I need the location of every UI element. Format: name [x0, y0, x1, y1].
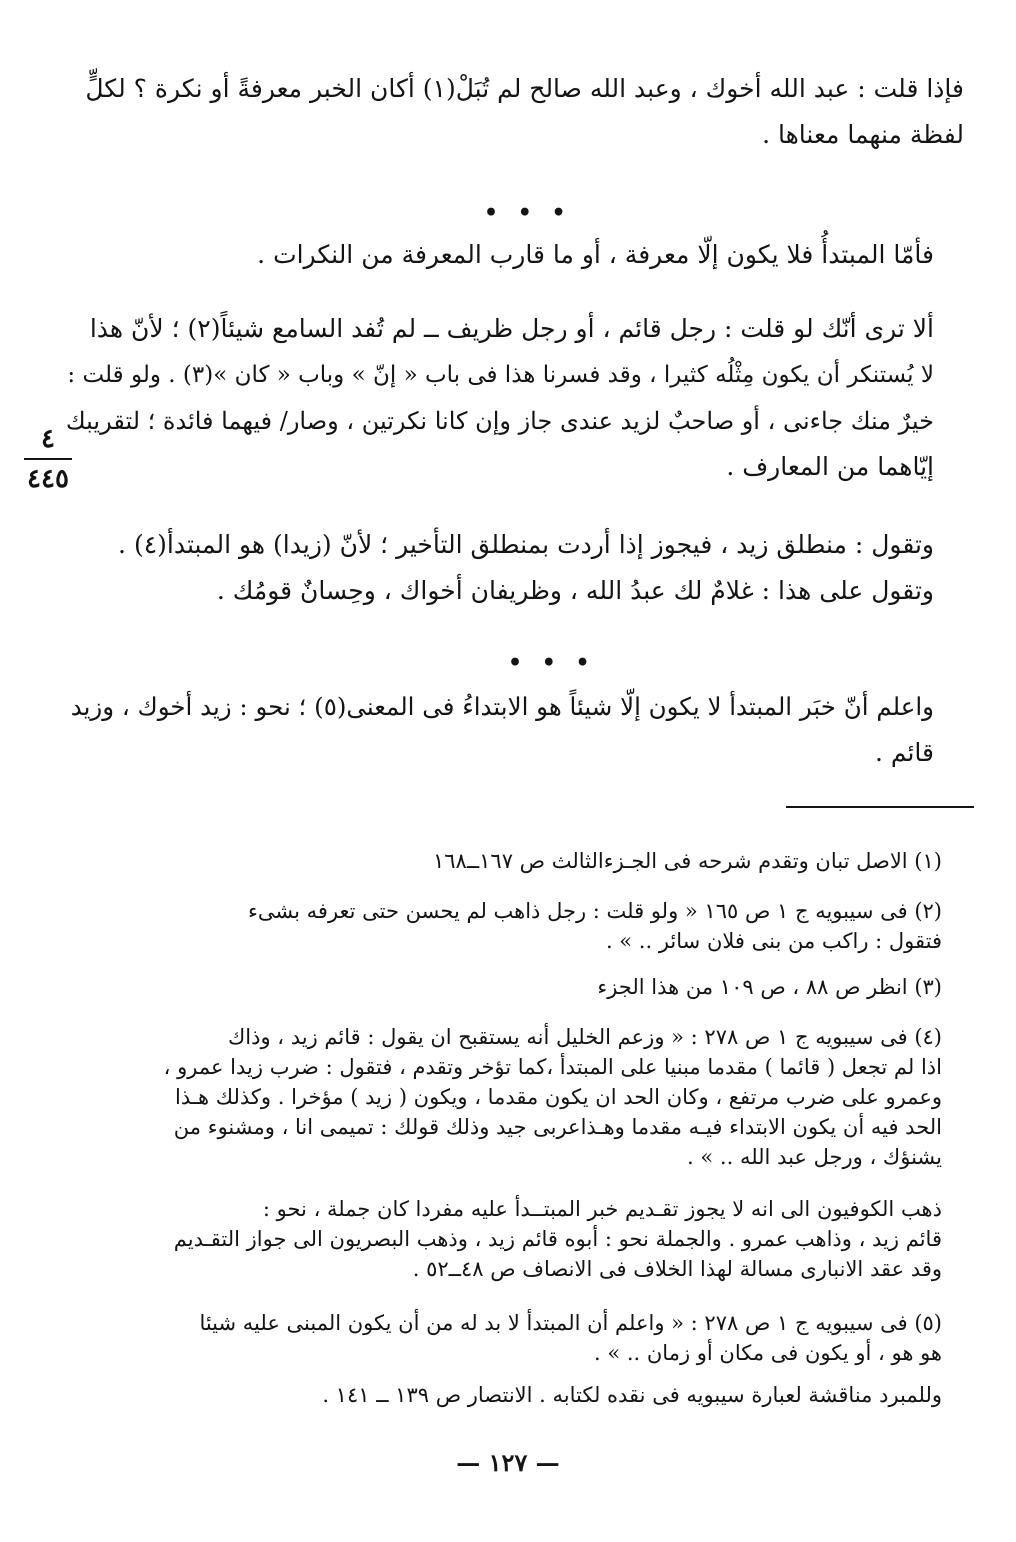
margin-reference-bar	[24, 458, 72, 460]
footnote-line: اذا لم تجعل ( قائما ) مقدما مبنيا على المبتدأ ،كما تؤخر وتقدم ، فتقول : ضرب زيدا عمرو ،	[163, 1055, 942, 1079]
footnote-line: وعمرو على ضرب مرتفع ، وكان الحد ان يكون مقدما ، ويكون ( زيد ) مؤخرا . وكذلك هـذا	[175, 1085, 942, 1109]
paragraph-2	[64, 232, 934, 278]
footnote-3	[62, 972, 942, 1002]
text-line: إيّاهما من المعارف .	[726, 452, 934, 481]
footnote-line: هو هو ، أو يكون فى مكان أو زمان .. » .	[593, 1341, 942, 1365]
text-line: فأمّا المبتدأُ فلا يكون إلّا معرفة ، أو ما قارب المعرفة من النكرات .	[257, 240, 934, 269]
text-line: لفظة منهما معناها .	[762, 120, 964, 149]
text-line: ألا ترى أنّك لو قلت : رجل قائم ، أو رجل ظريف ــ لم تُفد السامع شيئاً(٢) ؛ لأنّ هذا	[89, 314, 934, 343]
footnote-separator	[786, 806, 974, 808]
footnote-line: قائم زيد ، وذاهب عمرو . والجملة نحو : أبوه قائم زيد ، وذهب البصريون الى جواز التقـديم	[173, 1227, 942, 1251]
footnote-line: (٤) فى سيبويه ج ١ ص ٢٧٨ : « وزعم الخليل أنه يستقبح ان يقول : قائم زيد ، وذاك	[227, 1025, 942, 1049]
text-line: خيرٌ منك جاءنى ، أو صاحبٌ لزيد عندى جاز وإن كانا نكرتين ، وصار/ فيهما فائدة ؛ لتقريبك	[65, 407, 934, 435]
text-line: فإذا قلت : عبد الله أخوك ، وعبد الله صالح لم تُبَلْ(١) أكان الخبر معرفةً أو نكرة ؟ لكلٍّ	[85, 74, 964, 103]
text-line: وتقول : منطلق زيد ، فيجوز إذا أردت بمنطلق التأخير ؛ لأنّ (زيدا) هو المبتدأ(٤) .	[118, 530, 934, 559]
footnote-4	[62, 1022, 942, 1172]
paragraph-1	[64, 66, 964, 158]
footnote-line: (٢) فى سيبويه ج ١ ص ١٦٥ « ولو قلت : رجل ذاهب لم يحسن حتى تعرفه بشىء	[248, 899, 942, 923]
paragraph-5	[64, 684, 934, 776]
footnote-line: وللمبرد مناقشة لعبارة سيبويه فى نقده لكتابه . الانتصار ص ١٣٩ ــ ١٤١ .	[322, 1383, 942, 1407]
footnote-5	[62, 1308, 942, 1368]
page-number: — ١٢٧ —	[456, 1448, 560, 1477]
footnote-line: (٣) انظر ص ٨٨ ، ص ١٠٩ من هذا الجزء	[597, 975, 942, 999]
footnote-5-continued	[62, 1380, 942, 1410]
footnote-line: يشنؤك ، ورجل عبد الله .. » .	[687, 1145, 942, 1169]
footnote-line: وقد عقد الانبارى مسالة لهذا الخلاف فى الانصاف ص ٤٨ــ٥٢ .	[412, 1257, 942, 1281]
section-separator: • • •	[484, 200, 572, 226]
margin-reference	[18, 422, 78, 496]
footnote-1	[62, 846, 942, 876]
paragraph-3	[64, 306, 934, 490]
section-separator: • • •	[508, 650, 596, 676]
text-line: قائم .	[874, 738, 934, 767]
text-line: لا يُستنكر أن يكون مِثْلُه كثيرا ، وقد فسرنا هذا فى باب « إنّ » وباب « كان »(٣) . ولو قلت :	[67, 362, 934, 388]
footnote-line: الحد فيه أن يكون الابتداء فيـه مقدما وهـذاعربى جيد وذلك قولك : تميمى انا ، ومشنوء من	[173, 1115, 942, 1139]
footnote-line: (١) الاصل تبان وتقدم شرحه فى الجـزءالثالث ص ١٦٧ــ١٦٨	[432, 849, 942, 873]
footnote-line: (٥) فى سيبويه ج ١ ص ٢٧٨ : « واعلم أن المبتدأ لا بد له من أن يكون المبنى عليه شيئا	[199, 1311, 942, 1335]
footnote-4-continued	[62, 1194, 942, 1284]
footnote-line: ذهب الكوفيون الى انه لا يجوز تقـديم خبر المبتــدأ عليه مفردا كان جملة ، نحو :	[262, 1197, 942, 1221]
footnote-line: فتقول : راكب من بنى فلان سائر .. » .	[605, 929, 942, 953]
text-line: وتقول على هذا : غلامٌ لك عبدُ الله ، وظريفان أخواك ، وحِسانٌ قومُك .	[216, 576, 934, 605]
margin-reference-top: ٤	[41, 424, 55, 454]
text-line: واعلم أنّ خبَر المبتدأ لا يكون إلّا شيئاً هو الابتداءُ فى المعنى(٥) ؛ نحو : زيد أخوك ، وزيد	[70, 692, 934, 721]
footnote-2	[62, 896, 942, 956]
paragraph-4	[64, 522, 934, 614]
margin-reference-bottom: ٤٤٥	[27, 464, 69, 494]
